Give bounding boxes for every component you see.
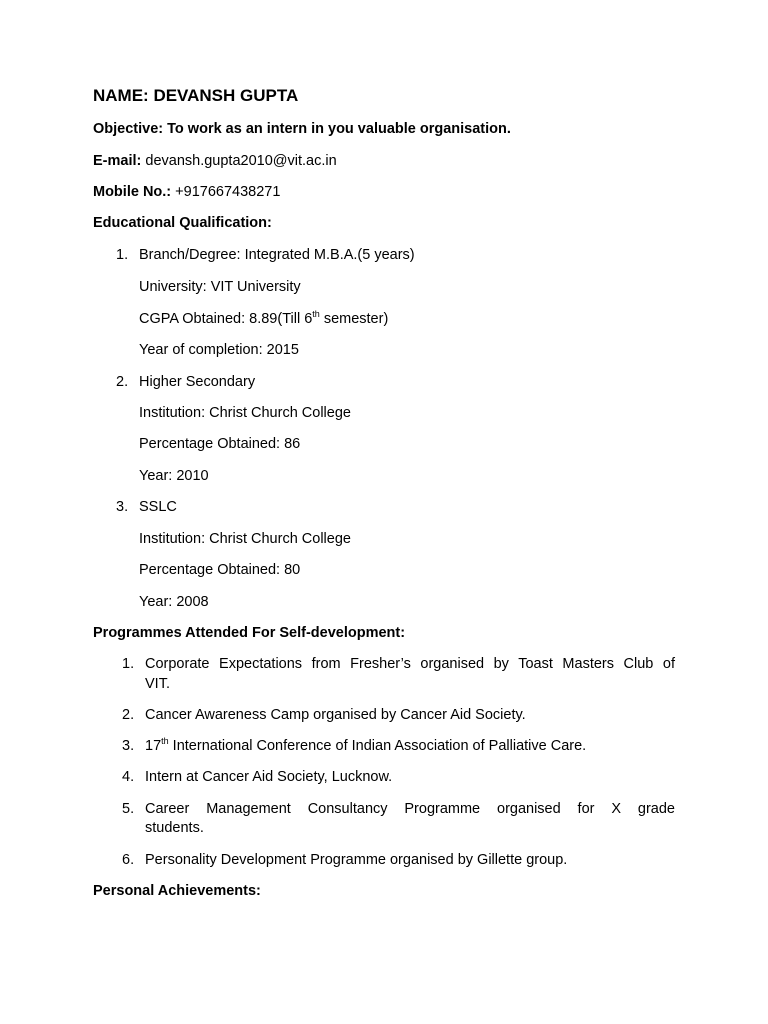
email-value: devansh.gupta2010@vit.ac.in (145, 153, 337, 169)
programme-number: 1. (122, 656, 135, 672)
education-institution: Institution: Christ Church College (139, 531, 351, 547)
programme-number: 5. (122, 801, 135, 817)
education-year: Year of completion: 2015 (139, 342, 299, 358)
education-degree: Branch/Degree: Integrated M.B.A.(5 years) (139, 247, 415, 263)
programme-text (145, 738, 586, 754)
mobile-label: Mobile No.: (93, 184, 172, 200)
email-label: E-mail: (93, 153, 142, 169)
education-year: Year: 2008 (139, 594, 209, 610)
education-percentage: Percentage Obtained: 86 (139, 436, 301, 452)
education-university: University: VIT University (139, 279, 301, 295)
education-item-number: 1. (116, 247, 129, 263)
programme-text-line2: students. (145, 820, 204, 836)
programme-number: 3. (122, 738, 135, 754)
programme-number: 2. (122, 707, 135, 723)
achievements-heading: Personal Achievements: (93, 883, 261, 899)
cgpa-suffix: semester) (319, 311, 389, 327)
cgpa-text: CGPA Obtained: 8.89(Till 6 (139, 311, 313, 327)
programme-text: Personality Development Programme organised by Gillette group. (145, 852, 568, 868)
programme-number: 4. (122, 769, 135, 785)
programme-text-line1: Corporate Expectations from Fresher’s organised by Toast Masters Club of (145, 656, 675, 672)
education-institution: Institution: Christ Church College (139, 405, 351, 421)
education-item-number: 2. (116, 374, 129, 390)
cgpa-superscript: th (312, 309, 320, 319)
email-line (93, 153, 337, 169)
programme-number: 6. (122, 852, 135, 868)
programme-ordinal: 17 (145, 738, 162, 754)
programme-text-line2: VIT. (145, 676, 170, 692)
candidate-name: NAME: DEVANSH GUPTA (93, 86, 299, 105)
education-title: Higher Secondary (139, 374, 256, 390)
education-item-number: 3. (116, 499, 129, 515)
education-title: SSLC (139, 499, 177, 515)
programme-superscript: th (161, 736, 169, 746)
programme-text: Cancer Awareness Camp organised by Cancer Aid Society. (145, 707, 526, 723)
programme-text: Intern at Cancer Aid Society, Lucknow. (145, 769, 393, 785)
programme-text-line1: Career Management Consultancy Programme organised for X grade (145, 801, 675, 817)
education-percentage: Percentage Obtained: 80 (139, 562, 301, 578)
programmes-heading: Programmes Attended For Self-development: (93, 625, 406, 641)
education-heading: Educational Qualification: (93, 215, 272, 231)
mobile-line (93, 184, 280, 200)
education-cgpa (139, 311, 388, 327)
education-year: Year: 2010 (139, 468, 209, 484)
objective: Objective: To work as an intern in you valuable organisation. (93, 121, 511, 137)
programme-text-rest: International Conference of Indian Association of Palliative Care. (168, 738, 587, 754)
mobile-value: +917667438271 (175, 184, 281, 200)
